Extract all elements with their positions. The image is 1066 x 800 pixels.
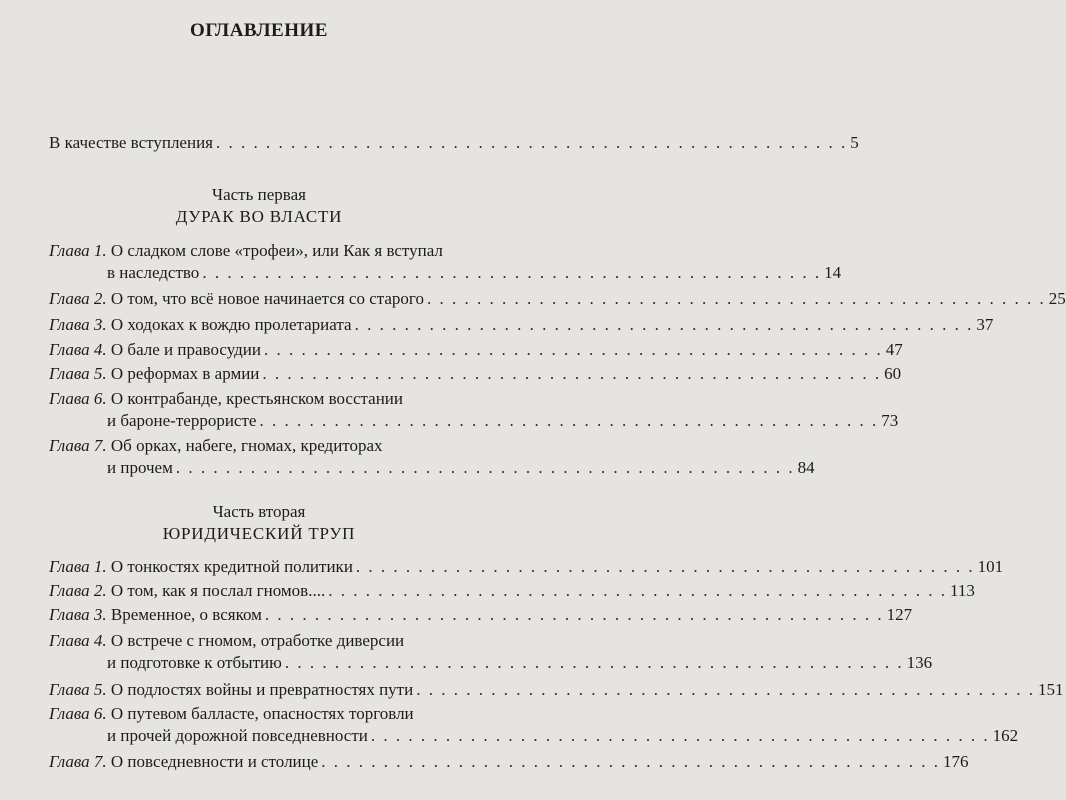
part-label: Часть вторая	[212, 502, 306, 521]
entry-page: 37	[976, 315, 994, 334]
entry-page: 162	[992, 726, 1019, 745]
entry-title: О том, как я послал гномов....	[110, 581, 326, 600]
toc-entry-continuation	[107, 410, 899, 432]
entry-page: 151	[1037, 680, 1064, 699]
toc-entry-continuation	[107, 457, 815, 479]
toc-entry	[49, 240, 509, 262]
entry-page: 60	[884, 364, 902, 383]
dot-leader: . . . . . . . . . . . . . . . . . . . . . . . . . . . . . . . . . . . . . . . . . . . . . . . . . .	[175, 458, 795, 477]
chapter-label: Глава 6.	[49, 389, 107, 408]
entry-title: О сладком слове «трофеи», или Как я вступал	[110, 241, 443, 260]
chapter-label: Глава 7.	[49, 436, 107, 455]
toc-entry	[49, 363, 902, 385]
dot-leader: . . . . . . . . . . . . . . . . . . . . . . . . . . . . . . . . . . . . . . . . . . . . . . . . . .	[370, 726, 990, 745]
page-title: ОГЛАВЛЕНИЕ	[190, 20, 328, 41]
chapter-label: Глава 6.	[49, 704, 107, 723]
entry-page: 136	[906, 653, 933, 672]
dot-leader: . . . . . . . . . . . . . . . . . . . . . . . . . . . . . . . . . . . . . . . . . . . . . . . . . .	[259, 411, 879, 430]
entry-title: О повседневности и столице	[110, 752, 319, 771]
dot-leader: . . . . . . . . . . . . . . . . . . . . . . . . . . . . . . . . . . . . . . . . . . . . . . . . . .	[355, 557, 975, 576]
entry-page: 14	[824, 263, 842, 282]
entry-page: 84	[797, 458, 815, 477]
entry-title-cont: и бароне-террористе	[107, 411, 257, 430]
entry-title: О ходоках к вождю пролетариата	[110, 315, 352, 334]
entry-page: 113	[949, 581, 975, 600]
chapter-label: Глава 2.	[49, 581, 107, 600]
toc-entry	[49, 751, 969, 773]
chapter-label: Глава 7.	[49, 752, 107, 771]
toc-entry	[49, 604, 913, 626]
entry-title-cont: в наследство	[107, 263, 200, 282]
dot-leader: . . . . . . . . . . . . . . . . . . . . . . . . . . . . . . . . . . . . . . . . . . . . . . . . . .	[321, 752, 941, 771]
chapter-label: Глава 1.	[49, 241, 107, 260]
entry-title: О тонкостях кредитной политики	[110, 557, 353, 576]
dot-leader: . . . . . . . . . . . . . . . . . . . . . . . . . . . . . . . . . . . . . . . . . . . . . . . . . .	[328, 581, 947, 600]
chapter-label: Глава 5.	[49, 680, 107, 699]
entry-title: О встрече с гномом, отработке диверсии	[110, 631, 405, 650]
toc-entry	[49, 679, 1064, 701]
entry-title: О том, что всё новое начинается со старого	[110, 289, 424, 308]
entry-title: О реформах в армии	[110, 364, 260, 383]
toc-entry	[49, 288, 1066, 310]
chapter-label: Глава 2.	[49, 289, 107, 308]
toc-entry	[49, 703, 509, 725]
part-title: ДУРАК ВО ВЛАСТИ	[175, 207, 343, 226]
entry-title: Об орках, набеге, гномах, кредиторах	[110, 436, 383, 455]
dot-leader: . . . . . . . . . . . . . . . . . . . . . . . . . . . . . . . . . . . . . . . . . . . . . . . . . .	[426, 289, 1046, 308]
entry-page: 176	[943, 752, 969, 771]
toc-entry	[49, 580, 975, 602]
part-title: ЮРИДИЧЕСКИЙ ТРУП	[162, 524, 356, 543]
dot-leader: . . . . . . . . . . . . . . . . . . . . . . . . . . . . . . . . . . . . . . . . . . . . . . . . . .	[262, 364, 882, 383]
entry-title: О бале и правосудии	[110, 340, 261, 359]
entry-page: 25	[1048, 289, 1066, 308]
entry-page: 73	[881, 411, 899, 430]
entry-title-cont: и прочем	[107, 458, 173, 477]
toc-entry	[49, 630, 509, 652]
entry-page: 101	[977, 557, 1004, 576]
part-label: Часть первая	[212, 185, 306, 204]
toc-entry	[49, 339, 903, 361]
chapter-label: Глава 4.	[49, 631, 107, 650]
entry-title: В качестве вступления	[49, 133, 213, 152]
entry-title: О путевом балласте, опасностях торговли	[110, 704, 414, 723]
toc-entry-continuation	[107, 725, 1019, 747]
entry-page: 5	[850, 133, 859, 152]
chapter-label: Глава 5.	[49, 364, 107, 383]
entry-title: О подлостях войны и превратностях пути	[110, 680, 414, 699]
dot-leader: . . . . . . . . . . . . . . . . . . . . . . . . . . . . . . . . . . . . . . . . . . . . . . . . . .	[284, 653, 904, 672]
dot-leader: . . . . . . . . . . . . . . . . . . . . . . . . . . . . . . . . . . . . . . . . . . . . . . . . . .	[202, 263, 822, 282]
chapter-label: Глава 3.	[49, 315, 107, 334]
entry-title-cont: и прочей дорожной повседневности	[107, 726, 368, 745]
dot-leader: . . . . . . . . . . . . . . . . . . . . . . . . . . . . . . . . . . . . . . . . . . . . . . . . . .	[264, 605, 884, 624]
toc-entry	[49, 556, 1004, 578]
entry-title-cont: и подготовке к отбытию	[107, 653, 282, 672]
toc-entry	[49, 314, 994, 336]
dot-leader: . . . . . . . . . . . . . . . . . . . . . . . . . . . . . . . . . . . . . . . . . . . . . . . . . .	[354, 315, 974, 334]
entry-page: 47	[885, 340, 903, 359]
toc-entry-continuation	[107, 262, 842, 284]
chapter-label: Глава 4.	[49, 340, 107, 359]
toc-entry	[49, 388, 509, 410]
toc-entry	[49, 435, 509, 457]
chapter-label: Глава 1.	[49, 557, 107, 576]
dot-leader: . . . . . . . . . . . . . . . . . . . . . . . . . . . . . . . . . . . . . . . . . . . . . . . . . . .	[216, 133, 848, 152]
dot-leader: . . . . . . . . . . . . . . . . . . . . . . . . . . . . . . . . . . . . . . . . . . . . . . . . . .	[416, 680, 1035, 699]
toc-entry-continuation	[107, 652, 933, 674]
chapter-label: Глава 3.	[49, 605, 107, 624]
entry-page: 127	[886, 605, 913, 624]
dot-leader: . . . . . . . . . . . . . . . . . . . . . . . . . . . . . . . . . . . . . . . . . . . . . . . . . .	[263, 340, 883, 359]
entry-title: Временное, о всяком	[110, 605, 262, 624]
entry-title: О контрабанде, крестьянском восстании	[110, 389, 403, 408]
toc-entry-intro	[49, 132, 859, 154]
